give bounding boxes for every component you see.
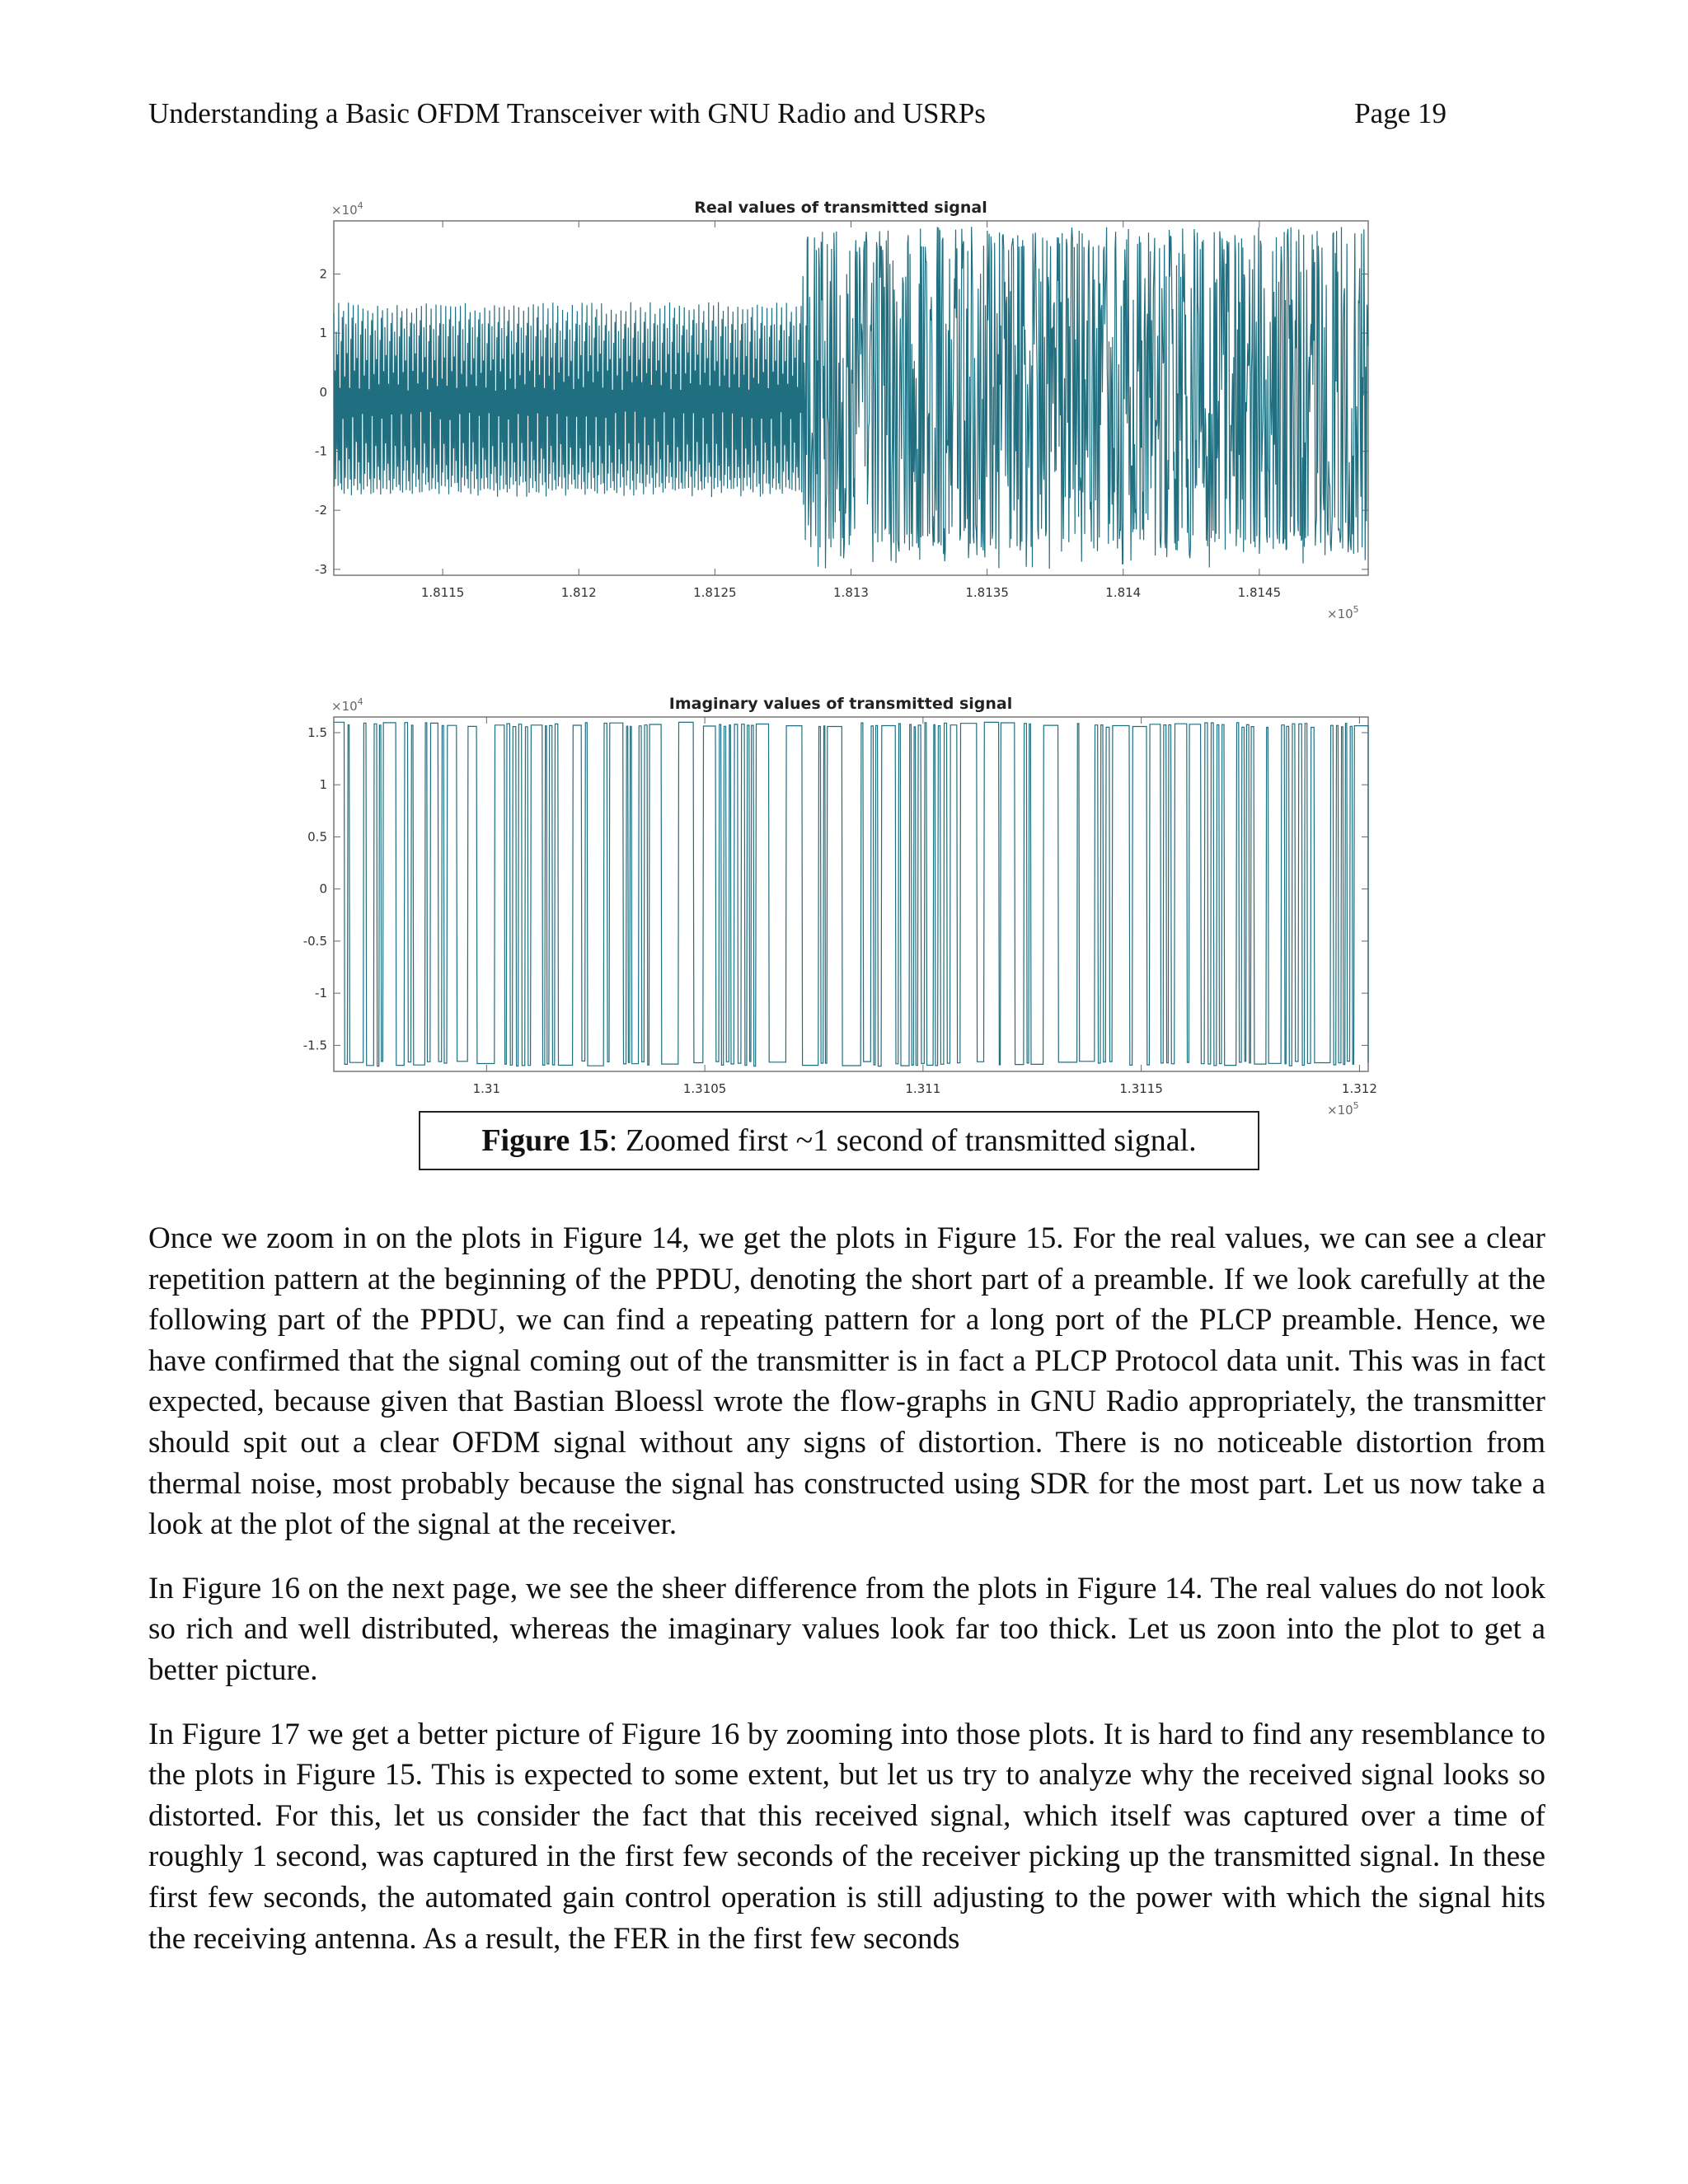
y-tick-label: 1	[319, 326, 327, 341]
x-tick-label: 1.814	[1105, 585, 1142, 600]
x-tick-label: 1.8125	[693, 585, 737, 600]
x-tick-label: 1.8115	[420, 585, 465, 600]
y-tick-label: -1	[315, 443, 327, 459]
x-scale-factor: $\times 10^5$	[1327, 1100, 1359, 1118]
x-tick-label: 1.8145	[1237, 585, 1282, 600]
page-number: Page 19	[1354, 97, 1447, 129]
x-tick-label: 1.3105	[682, 1081, 727, 1096]
figure-label: Figure 15	[481, 1123, 609, 1158]
x-tick-label: 1.812	[560, 585, 597, 600]
y-tick-label: 1.5	[307, 724, 327, 740]
y-tick-label: 1	[319, 777, 327, 793]
y-tick-label: 0	[319, 881, 327, 897]
header-title: Understanding a Basic OFDM Transceiver with GNU Radio and USRPs	[148, 97, 986, 129]
y-tick-label: 2	[319, 266, 327, 282]
y-tick-label: -0.5	[302, 933, 327, 949]
x-tick-label: 1.31	[472, 1081, 501, 1096]
y-tick-label: 0.5	[307, 829, 327, 845]
y-tick-label: 0	[319, 384, 327, 400]
x-tick-label: 1.311	[905, 1081, 941, 1096]
y-scale-factor: $\times 10^4$	[331, 696, 363, 714]
x-scale-factor: $\times 10^5$	[1327, 604, 1359, 621]
paragraph: Once we zoom in on the plots in Figure 14, we get the plots in Figure 15. For the real values, we can see a clear repetition pattern at the beginning of the PPDU, denoting the short part of a preamble. If we look carefully at the following part of the PPDU, we can find a repeating pattern for a long port of the PLCP preamble. Hence, we have confirmed that the signal coming out of the transmitter is in fact a PLCP Protocol data unit. This was in fact expected, because given that Bastian Bloessl wrote the flow-graphs in GNU Radio appropriately, the transmitter should spit out a clear OFDM signal without any signs of distortion. There is no noticeable distortion from thermal noise, most probably because the signal has constructed using SDR for the most part. Let us now take a look at the plot of the signal at the receiver.	[148, 1221, 1545, 1542]
imaginary-values-chart	[280, 692, 1401, 1125]
chart-title: Imaginary values of transmitted signal	[668, 695, 1013, 713]
paragraph: In Figure 16 on the next page, we see the sheer difference from the plots in Figure 14. The real values do not look so rich and well distributed, whereas the imaginary values look far too thick. Let us zoon into the plot to get a better picture.	[148, 1571, 1545, 1687]
imaginary-values-plot	[280, 692, 1401, 1125]
y-scale-factor: $\times 10^4$	[331, 200, 363, 218]
y-tick-label: -1	[315, 986, 327, 1001]
x-tick-label: 1.3115	[1119, 1081, 1163, 1096]
x-tick-label: 1.813	[833, 585, 869, 600]
body-text	[148, 1218, 1545, 1982]
real-values-plot	[280, 196, 1401, 641]
real-values-chart	[280, 196, 1401, 641]
paragraph: In Figure 17 we get a better picture of Figure 16 by zooming into those plots. It is hard to find any resemblance to the plots in Figure 15. This is expected to some extent, but let us try to analyze why the received signal looks so distorted. For this, let us consider the fact that this received signal, which itself was captured over a time of roughly 1 second, was captured in the first few seconds of the receiver picking up the transmitted signal. In these first few seconds, the automated gain control operation is still adjusting to the power with which the signal hits the receiving antenna. As a result, the FER in the first few seconds	[148, 1717, 1545, 1956]
chart-title: Real values of transmitted signal	[694, 199, 987, 217]
y-tick-label: -2	[315, 503, 327, 518]
y-tick-label: -1.5	[302, 1038, 327, 1053]
x-tick-label: 1.8135	[965, 585, 1009, 600]
y-tick-label: -3	[315, 561, 327, 577]
running-header	[148, 97, 1447, 130]
figure-caption-text: : Zoomed first ~1 second of transmitted signal.	[608, 1123, 1197, 1158]
x-tick-label: 1.312	[1341, 1081, 1377, 1096]
figure-caption	[419, 1111, 1259, 1170]
